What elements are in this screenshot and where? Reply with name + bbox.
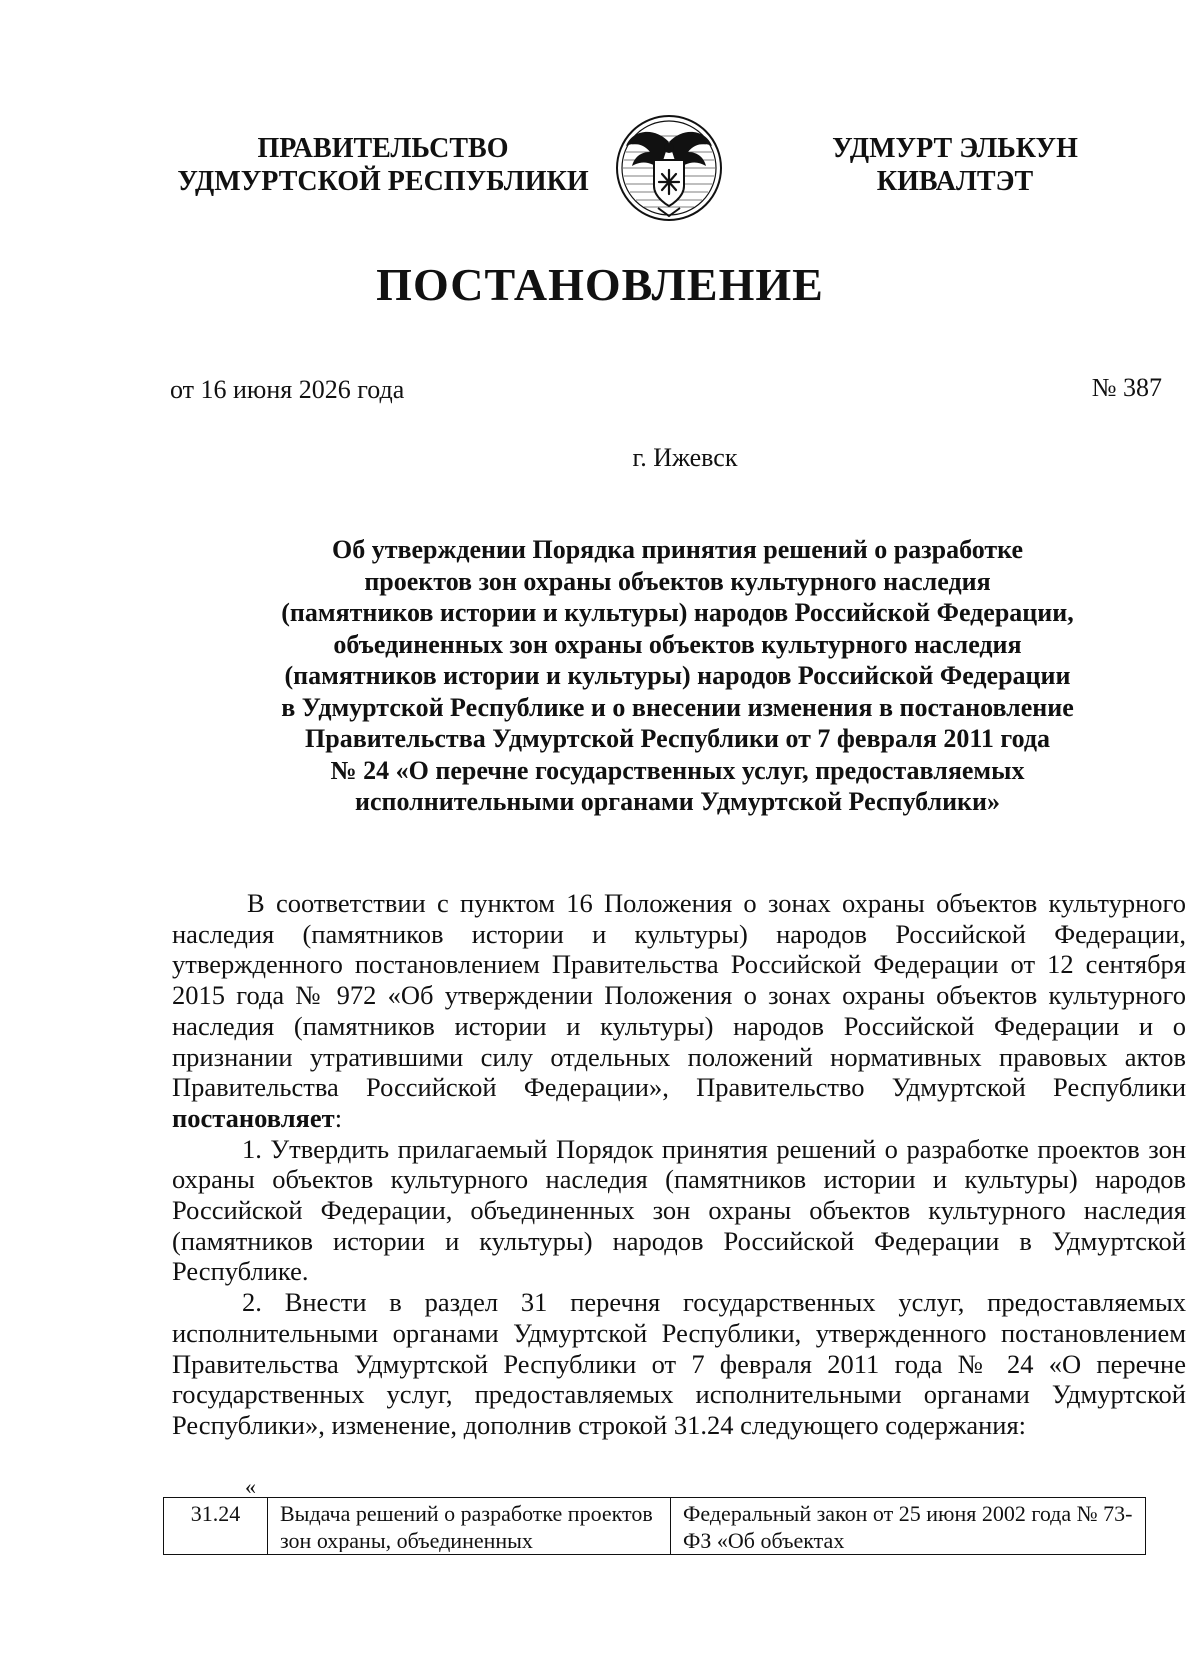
title-line: Об утверждении Порядка принятия решений о разработке xyxy=(331,535,1024,564)
header-government-udm xyxy=(815,132,1095,198)
header-government-ru xyxy=(168,132,598,198)
item-1-paragraph: 1. Утвердить прилагаемый Порядок принятия решений о разработке проектов зон охраны объектов культурного наследия (памятников истории и культуры) народов Российской Федерации, объединенных зон охраны объектов культурного наследия (памятников истории и культуры) народов Российской Федерации в Удмуртской Республике. xyxy=(172,1133,1186,1287)
document-date: от 16 июня 2026 года xyxy=(170,375,405,404)
header-left-line2: УДМУРТСКОЙ РЕСПУБЛИКИ xyxy=(177,166,589,197)
table-row xyxy=(164,1498,1146,1555)
preamble-text: В соответствии с пунктом 16 Положения о зонах охраны объектов культурного наследия (памятников истории и культуры) народов Российской Федерации, утвержденного постановлением Правительства Российской Федерации от 12 сентября 2015 года № 972 «Об утверждении Положения о зонах охраны объектов культурного наследия (памятников истории и культуры) народов Российской Федерации и о признании утратившими силу отдельных положений нормативных правовых актов Правительства Российской Федерации», Правительство Удмуртской Республики xyxy=(172,888,1186,1103)
coat-of-arms-icon xyxy=(614,112,724,224)
title-line: исполнительными органами Удмуртской Республики» xyxy=(354,787,1001,816)
title-line: Правительства Удмуртской Республики от 7 февраля 2011 года xyxy=(305,724,1050,753)
header-right-line2: КИВАЛТЭТ xyxy=(876,166,1034,197)
title-line: (памятников истории и культуры) народов Российской Федерации xyxy=(284,661,1071,690)
title-line: объединенных зон охраны объектов культурного наследия xyxy=(333,629,1022,659)
preamble-paragraph xyxy=(172,888,1186,1134)
document-type: ПОСТАНОВЛЕНИЕ xyxy=(376,259,824,310)
table-cell-service: Выдача решений о разработке проектов зон охраны, объединенных xyxy=(268,1498,671,1555)
title-line: в Удмуртской Республике и о внесении изменения в постановление xyxy=(281,692,1074,722)
header-right-line1: УДМУРТ ЭЛЬКУН xyxy=(832,133,1078,164)
title-line: (памятников истории и культуры) народов Российской Федерации, xyxy=(281,598,1074,627)
item-2-paragraph: 2. Внести в раздел 31 перечня государственных услуг, предоставляемых исполнительными органами Удмуртской Республики, утвержденного постановлением Правительства Удмуртской Республики от 7 февраля 2011 года № 24 «О перечне государственных услуг, предоставляемых исполнительными органами Удмуртской Республики», изменение, дополнив строкой 31.24 следующего содержания: xyxy=(172,1287,1186,1440)
document-title xyxy=(170,534,1185,818)
quote-open-mark: « xyxy=(245,1474,256,1499)
decree-colon: : xyxy=(334,1102,343,1133)
document-city: г. Ижевск xyxy=(632,443,738,472)
decree-word: постановляет xyxy=(172,1102,335,1133)
document-body xyxy=(172,888,1186,1441)
header-left-line1: ПРАВИТЕЛЬСТВО xyxy=(257,133,509,164)
amendment-table xyxy=(163,1497,1146,1555)
title-line: проектов зон охраны объектов культурного наследия xyxy=(364,566,991,596)
document-number: № 387 xyxy=(1091,373,1162,402)
table-cell-basis: Федеральный закон от 25 июня 2002 года № 73-ФЗ «Об объектах xyxy=(671,1498,1146,1555)
table-cell-number: 31.24 xyxy=(164,1498,268,1555)
title-line: № 24 «О перечне государственных услуг, предоставляемых xyxy=(330,755,1025,785)
